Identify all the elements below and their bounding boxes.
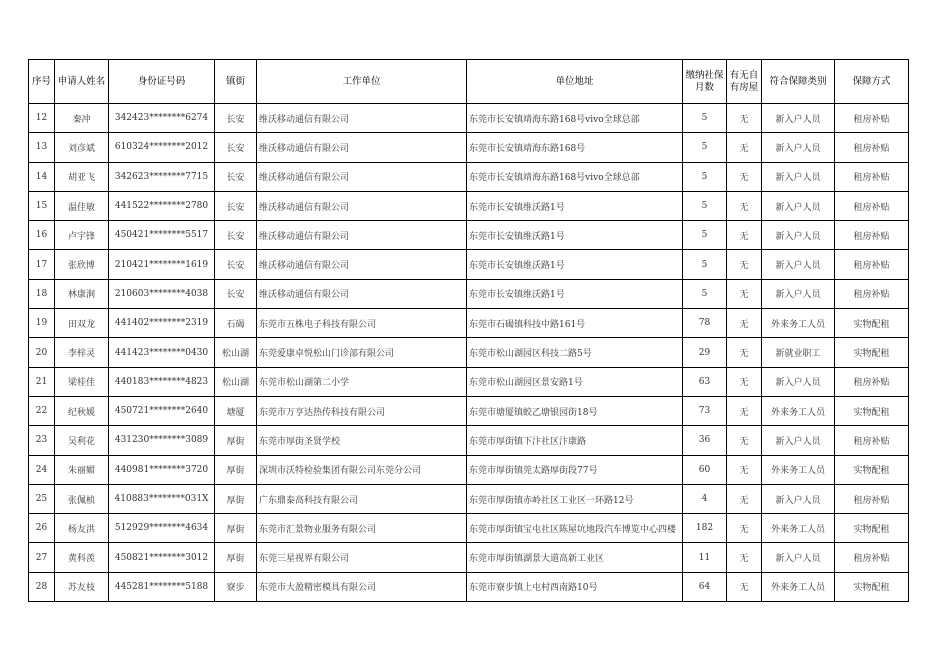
cell-employer: 维沃移动通信有限公司 — [257, 250, 467, 279]
cell-support-method: 租房补贴 — [835, 367, 909, 396]
header-eligibility-category: 符合保障类别 — [762, 60, 835, 104]
cell-owns-house: 无 — [727, 514, 762, 543]
cell-social-security-months: 182 — [683, 514, 727, 543]
cell-owns-house: 无 — [727, 133, 762, 162]
cell-town: 厚街 — [215, 484, 257, 513]
cell-social-security-months: 5 — [683, 250, 727, 279]
cell-support-method: 租房补贴 — [835, 104, 909, 133]
header-employer: 工作单位 — [257, 60, 467, 104]
cell-seq-no: 26 — [29, 514, 55, 543]
cell-employer-address: 东莞市塘厦镇蛟乙塘银园街18号 — [467, 396, 683, 425]
cell-owns-house: 无 — [727, 543, 762, 572]
cell-eligibility-category: 新入户人员 — [762, 250, 835, 279]
cell-owns-house: 无 — [727, 104, 762, 133]
cell-town: 石碣 — [215, 309, 257, 338]
cell-employer-address: 东莞市长安镇靖海东路168号vivo全球总部 — [467, 162, 683, 191]
table-row — [29, 543, 909, 572]
cell-seq-no: 19 — [29, 309, 55, 338]
cell-social-security-months: 60 — [683, 455, 727, 484]
header-social-security-months: 缴纳社保月数 — [683, 60, 727, 104]
table-row — [29, 133, 909, 162]
cell-support-method: 租房补贴 — [835, 221, 909, 250]
cell-town: 厚街 — [215, 543, 257, 572]
table-row — [29, 338, 909, 367]
cell-employer: 广东鼎泰高科技有限公司 — [257, 484, 467, 513]
cell-employer: 维沃移动通信有限公司 — [257, 279, 467, 308]
cell-social-security-months: 29 — [683, 338, 727, 367]
cell-seq-no: 22 — [29, 396, 55, 425]
cell-eligibility-category: 新入户人员 — [762, 484, 835, 513]
cell-town: 寮步 — [215, 572, 257, 601]
table-row — [29, 221, 909, 250]
cell-employer-address: 东莞市长安镇维沃路1号 — [467, 221, 683, 250]
cell-id-number: 441423********0430 — [109, 338, 215, 367]
header-seq-no: 序号 — [29, 60, 55, 104]
cell-employer: 深圳市沃特检验集团有限公司东莞分公司 — [257, 455, 467, 484]
cell-seq-no: 20 — [29, 338, 55, 367]
cell-owns-house: 无 — [727, 250, 762, 279]
cell-town: 长安 — [215, 250, 257, 279]
cell-applicant-name: 纪秋媛 — [55, 396, 109, 425]
header-employer-address: 单位地址 — [467, 60, 683, 104]
cell-owns-house: 无 — [727, 279, 762, 308]
cell-seq-no: 18 — [29, 279, 55, 308]
cell-town: 长安 — [215, 191, 257, 220]
table-row — [29, 514, 909, 543]
cell-seq-no: 12 — [29, 104, 55, 133]
cell-seq-no: 23 — [29, 426, 55, 455]
cell-eligibility-category: 新入户人员 — [762, 221, 835, 250]
cell-employer-address: 东莞市厚街镇下汴社区汴康路 — [467, 426, 683, 455]
cell-support-method: 实物配租 — [835, 455, 909, 484]
table-row — [29, 104, 909, 133]
cell-owns-house: 无 — [727, 309, 762, 338]
cell-id-number: 431230********3089 — [109, 426, 215, 455]
cell-id-number: 441522********2780 — [109, 191, 215, 220]
cell-support-method: 租房补贴 — [835, 426, 909, 455]
cell-town: 长安 — [215, 279, 257, 308]
cell-town: 厚街 — [215, 426, 257, 455]
cell-id-number: 210603********4038 — [109, 279, 215, 308]
cell-owns-house: 无 — [727, 426, 762, 455]
cell-support-method: 实物配租 — [835, 514, 909, 543]
cell-employer: 东莞市松山湖第二小学 — [257, 367, 467, 396]
cell-eligibility-category: 新入户人员 — [762, 279, 835, 308]
cell-id-number: 445281********5188 — [109, 572, 215, 601]
cell-employer: 维沃移动通信有限公司 — [257, 104, 467, 133]
cell-social-security-months: 11 — [683, 543, 727, 572]
cell-eligibility-category: 新入户人员 — [762, 133, 835, 162]
cell-applicant-name: 林康涧 — [55, 279, 109, 308]
cell-support-method: 租房补贴 — [835, 250, 909, 279]
cell-social-security-months: 78 — [683, 309, 727, 338]
cell-town: 松山湖 — [215, 367, 257, 396]
cell-employer: 维沃移动通信有限公司 — [257, 221, 467, 250]
cell-employer-address: 东莞市松山湖园区景安路1号 — [467, 367, 683, 396]
table-row — [29, 484, 909, 513]
cell-applicant-name: 秦冲 — [55, 104, 109, 133]
cell-support-method: 实物配租 — [835, 309, 909, 338]
cell-seq-no: 28 — [29, 572, 55, 601]
cell-town: 长安 — [215, 221, 257, 250]
cell-applicant-name: 黄科羡 — [55, 543, 109, 572]
cell-eligibility-category: 外来务工人员 — [762, 572, 835, 601]
cell-employer-address: 东莞市长安镇维沃路1号 — [467, 191, 683, 220]
cell-social-security-months: 4 — [683, 484, 727, 513]
cell-employer-address: 东莞市厚街镇宝屯社区陈屋坑地段汽车博览中心四楼 — [467, 514, 683, 543]
table-row — [29, 426, 909, 455]
cell-id-number: 210421********1619 — [109, 250, 215, 279]
cell-employer-address: 东莞市松山湖园区科技二路5号 — [467, 338, 683, 367]
cell-eligibility-category: 外来务工人员 — [762, 455, 835, 484]
cell-seq-no: 14 — [29, 162, 55, 191]
header-owns-house: 有无自有房屋 — [727, 60, 762, 104]
cell-eligibility-category: 新入户人员 — [762, 367, 835, 396]
cell-owns-house: 无 — [727, 367, 762, 396]
cell-town: 塘厦 — [215, 396, 257, 425]
table-row — [29, 309, 909, 338]
cell-eligibility-category: 外来务工人员 — [762, 514, 835, 543]
cell-employer: 东莞市厚街圣贤学校 — [257, 426, 467, 455]
table-row — [29, 572, 909, 601]
cell-id-number: 441402********2319 — [109, 309, 215, 338]
cell-social-security-months: 64 — [683, 572, 727, 601]
cell-id-number: 450721********2640 — [109, 396, 215, 425]
cell-employer: 维沃移动通信有限公司 — [257, 133, 467, 162]
header-applicant-name: 申请人姓名 — [55, 60, 109, 104]
cell-support-method: 租房补贴 — [835, 484, 909, 513]
housing-applicants-table — [28, 59, 909, 602]
header-row — [29, 60, 909, 104]
cell-owns-house: 无 — [727, 455, 762, 484]
cell-seq-no: 15 — [29, 191, 55, 220]
cell-social-security-months: 5 — [683, 191, 727, 220]
cell-owns-house: 无 — [727, 191, 762, 220]
table-row — [29, 191, 909, 220]
cell-applicant-name: 苏友枝 — [55, 572, 109, 601]
cell-seq-no: 17 — [29, 250, 55, 279]
cell-social-security-months: 36 — [683, 426, 727, 455]
cell-owns-house: 无 — [727, 396, 762, 425]
cell-employer: 东莞市汇景物业服务有限公司 — [257, 514, 467, 543]
table-row — [29, 279, 909, 308]
cell-employer-address: 东莞市石碣镇科技中路161号 — [467, 309, 683, 338]
cell-applicant-name: 田双龙 — [55, 309, 109, 338]
cell-applicant-name: 梁桂佳 — [55, 367, 109, 396]
cell-owns-house: 无 — [727, 162, 762, 191]
cell-support-method: 实物配租 — [835, 338, 909, 367]
cell-applicant-name: 卢宇锋 — [55, 221, 109, 250]
cell-id-number: 410883********031X — [109, 484, 215, 513]
cell-eligibility-category: 新就业职工 — [762, 338, 835, 367]
cell-eligibility-category: 新入户人员 — [762, 104, 835, 133]
cell-support-method: 租房补贴 — [835, 133, 909, 162]
cell-id-number: 610324********2012 — [109, 133, 215, 162]
cell-town: 厚街 — [215, 514, 257, 543]
cell-applicant-name: 朱丽媚 — [55, 455, 109, 484]
cell-applicant-name: 胡亚飞 — [55, 162, 109, 191]
cell-eligibility-category: 外来务工人员 — [762, 309, 835, 338]
cell-employer: 东莞市大盈精密模具有限公司 — [257, 572, 467, 601]
cell-eligibility-category: 新入户人员 — [762, 543, 835, 572]
table-row — [29, 455, 909, 484]
cell-support-method: 租房补贴 — [835, 279, 909, 308]
cell-id-number: 512929********4634 — [109, 514, 215, 543]
cell-eligibility-category: 新入户人员 — [762, 162, 835, 191]
cell-town: 厚街 — [215, 455, 257, 484]
cell-social-security-months: 5 — [683, 279, 727, 308]
cell-applicant-name: 李梓灵 — [55, 338, 109, 367]
cell-seq-no: 27 — [29, 543, 55, 572]
cell-support-method: 实物配租 — [835, 572, 909, 601]
cell-applicant-name: 张欣博 — [55, 250, 109, 279]
cell-applicant-name: 吴利花 — [55, 426, 109, 455]
cell-seq-no: 24 — [29, 455, 55, 484]
cell-town: 长安 — [215, 162, 257, 191]
cell-employer-address: 东莞市长安镇维沃路1号 — [467, 250, 683, 279]
cell-applicant-name: 刘彦斌 — [55, 133, 109, 162]
cell-social-security-months: 73 — [683, 396, 727, 425]
cell-id-number: 342423********6274 — [109, 104, 215, 133]
cell-town: 长安 — [215, 133, 257, 162]
cell-id-number: 440183********4823 — [109, 367, 215, 396]
cell-owns-house: 无 — [727, 572, 762, 601]
cell-applicant-name: 杨友洪 — [55, 514, 109, 543]
cell-employer: 东莞市五株电子科技有限公司 — [257, 309, 467, 338]
cell-town: 长安 — [215, 104, 257, 133]
cell-eligibility-category: 新入户人员 — [762, 191, 835, 220]
header-id-number: 身份证号码 — [109, 60, 215, 104]
cell-seq-no: 13 — [29, 133, 55, 162]
cell-seq-no: 16 — [29, 221, 55, 250]
cell-owns-house: 无 — [727, 221, 762, 250]
table-row — [29, 396, 909, 425]
cell-id-number: 440981********3720 — [109, 455, 215, 484]
cell-support-method: 实物配租 — [835, 396, 909, 425]
cell-applicant-name: 温佳敏 — [55, 191, 109, 220]
cell-employer: 东莞三星视界有限公司 — [257, 543, 467, 572]
cell-employer-address: 东莞市长安镇靖海东路168号vivo全球总部 — [467, 104, 683, 133]
cell-employer: 东莞市万亨达热传科技有限公司 — [257, 396, 467, 425]
cell-social-security-months: 5 — [683, 162, 727, 191]
cell-social-security-months: 5 — [683, 104, 727, 133]
cell-employer-address: 东莞市厚街镇湖景大道高新工业区 — [467, 543, 683, 572]
header-support-method: 保障方式 — [835, 60, 909, 104]
cell-employer: 维沃移动通信有限公司 — [257, 162, 467, 191]
cell-seq-no: 21 — [29, 367, 55, 396]
cell-id-number: 342623********7715 — [109, 162, 215, 191]
cell-town: 松山湖 — [215, 338, 257, 367]
cell-employer: 维沃移动通信有限公司 — [257, 191, 467, 220]
cell-owns-house: 无 — [727, 484, 762, 513]
cell-seq-no: 25 — [29, 484, 55, 513]
cell-employer-address: 东莞市长安镇靖海东路168号 — [467, 133, 683, 162]
cell-employer-address: 东莞市长安镇维沃路1号 — [467, 279, 683, 308]
cell-employer-address: 东莞市寮步镇上屯村西南路10号 — [467, 572, 683, 601]
cell-id-number: 450821********3012 — [109, 543, 215, 572]
cell-support-method: 租房补贴 — [835, 543, 909, 572]
cell-employer-address: 东莞市厚街镇莞太路厚街段77号 — [467, 455, 683, 484]
cell-employer-address: 东莞市厚街镇赤岭社区工业区一环路12号 — [467, 484, 683, 513]
cell-id-number: 450421********5517 — [109, 221, 215, 250]
cell-employer: 东莞爱康卓悦松山门诊部有限公司 — [257, 338, 467, 367]
cell-social-security-months: 63 — [683, 367, 727, 396]
table-row — [29, 250, 909, 279]
header-town: 镇街 — [215, 60, 257, 104]
cell-support-method: 租房补贴 — [835, 162, 909, 191]
cell-social-security-months: 5 — [683, 133, 727, 162]
cell-social-security-months: 5 — [683, 221, 727, 250]
table-row — [29, 367, 909, 396]
cell-support-method: 租房补贴 — [835, 191, 909, 220]
table-row — [29, 162, 909, 191]
cell-eligibility-category: 外来务工人员 — [762, 396, 835, 425]
cell-eligibility-category: 新入户人员 — [762, 426, 835, 455]
cell-applicant-name: 张佩桢 — [55, 484, 109, 513]
cell-owns-house: 无 — [727, 338, 762, 367]
